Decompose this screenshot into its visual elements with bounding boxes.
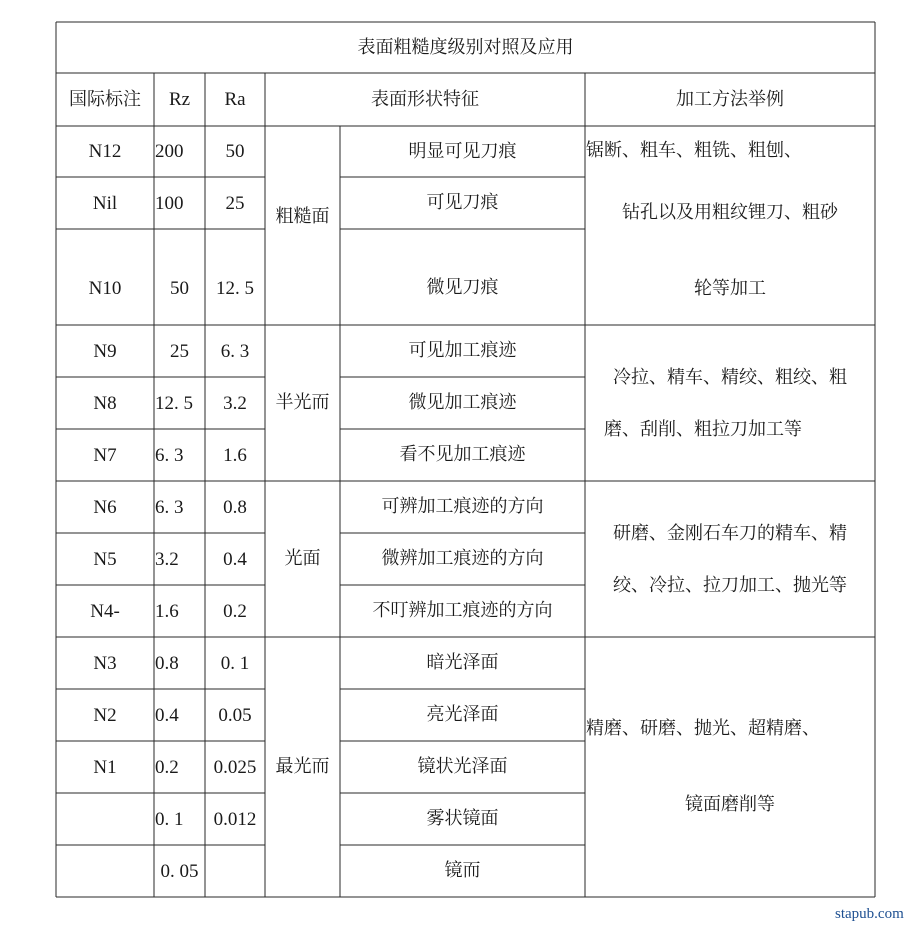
cell-ra: 0.012	[213, 808, 257, 830]
cell-feature: 雾状镜面	[426, 808, 499, 829]
cell-ra: 0.05	[218, 704, 252, 726]
cell-ra: 0. 1	[220, 652, 250, 674]
cell-feature: 微见刀痕	[426, 277, 499, 298]
cell-feature: 可见刀痕	[426, 192, 499, 213]
cell-rz: 25	[170, 340, 189, 362]
header-ra: Ra	[224, 89, 246, 110]
cell-intl: N8	[93, 392, 117, 414]
method-line: 研磨、金刚石车刀的精车、精	[613, 523, 847, 544]
cell-rz: 0.4	[155, 704, 179, 726]
cell-ra: 25	[225, 192, 245, 214]
method-line: 锯断、粗车、粗铣、粗刨、	[586, 140, 802, 161]
cell-rz: 100	[155, 192, 184, 214]
cell-ra: 12. 5	[216, 277, 254, 299]
surface-type-cell: 最光而	[275, 756, 330, 777]
cell-ra: 0.8	[223, 496, 247, 518]
cell-intl: N12	[88, 141, 122, 162]
cell-feature: 可见加工痕迹	[408, 340, 517, 361]
cell-ra: 50	[225, 141, 245, 162]
cell-ra: 6. 3	[220, 340, 250, 362]
watermark-text: stapub.com	[835, 906, 904, 922]
cell-ra: 3.2	[223, 392, 247, 414]
cell-intl	[56, 793, 154, 845]
surface-type-cell: 粗糙面	[275, 205, 330, 227]
cell-intl: N2	[93, 704, 117, 726]
cell-intl: N9	[93, 340, 117, 362]
cell-rz: 6. 3	[155, 496, 184, 518]
cell-intl: N7	[93, 444, 117, 466]
cell-rz: 200	[155, 141, 184, 162]
cell-intl: Nil	[92, 192, 118, 214]
method-line: 精磨、研磨、抛光、超精磨、	[586, 718, 820, 739]
method-line: 绞、冷拉、拉刀加工、抛光等	[613, 575, 847, 596]
cell-rz: 12. 5	[155, 392, 193, 414]
cell-rz: 3.2	[155, 548, 179, 570]
cell-intl: N6	[93, 496, 117, 518]
method-line: 磨、刮削、粗拉刀加工等	[604, 419, 802, 440]
cell-feature: 微见加工痕迹	[408, 392, 517, 413]
cell-intl: N5	[93, 548, 117, 570]
cell-ra	[205, 845, 265, 897]
method-line: 钻孔以及用粗纹锂刀、粗砂	[622, 202, 838, 223]
cell-intl: N1	[93, 756, 117, 778]
cell-feature: 镜状光泽面	[417, 756, 508, 777]
cell-feature: 不叮辨加工痕迹的方向	[372, 600, 553, 621]
cell-rz: 6. 3	[155, 444, 184, 466]
method-line: 镜面磨削等	[685, 794, 775, 815]
table-title: 表面粗糙度级别对照及应用	[357, 36, 574, 58]
surface-type-cell: 半光而	[275, 392, 330, 413]
cell-intl	[56, 845, 154, 897]
cell-rz: 50	[170, 277, 189, 299]
cell-intl: N3	[93, 652, 117, 674]
cell-feature: 暗光泽面	[426, 652, 499, 673]
cell-intl: N4-	[90, 600, 120, 622]
header-shape: 表面形状特征	[371, 88, 479, 110]
cell-rz: 0.2	[155, 756, 179, 778]
header-method: 加工方法举例	[676, 88, 784, 110]
cell-ra: 0.2	[223, 600, 247, 622]
cell-feature: 看不见加工痕迹	[399, 444, 526, 465]
cell-feature: 明显可见刀痕	[408, 140, 517, 162]
cell-ra: 0.025	[213, 756, 257, 778]
cell-rz: 0. 05	[160, 860, 199, 882]
method-line: 冷拉、精车、精绞、粗绞、粗	[613, 367, 847, 388]
cell-rz: 0.8	[155, 652, 179, 674]
header-intl: 国际标注	[69, 88, 141, 110]
cell-intl: N10	[88, 277, 122, 299]
cell-ra: 0.4	[223, 548, 247, 570]
cell-feature: 微辨加工痕迹的方向	[381, 548, 544, 569]
cell-ra: 1.6	[223, 444, 247, 466]
cell-feature: 可辨加工痕迹的方向	[381, 496, 544, 517]
cell-feature: 镜而	[444, 860, 481, 881]
cell-feature: 亮光泽面	[426, 704, 499, 725]
method-line: 轮等加工	[694, 278, 766, 299]
surface-type-cell: 光面	[284, 548, 321, 569]
cell-rz: 0. 1	[155, 808, 184, 830]
cell-rz: 1.6	[155, 600, 179, 622]
header-rz: Rz	[168, 89, 191, 110]
